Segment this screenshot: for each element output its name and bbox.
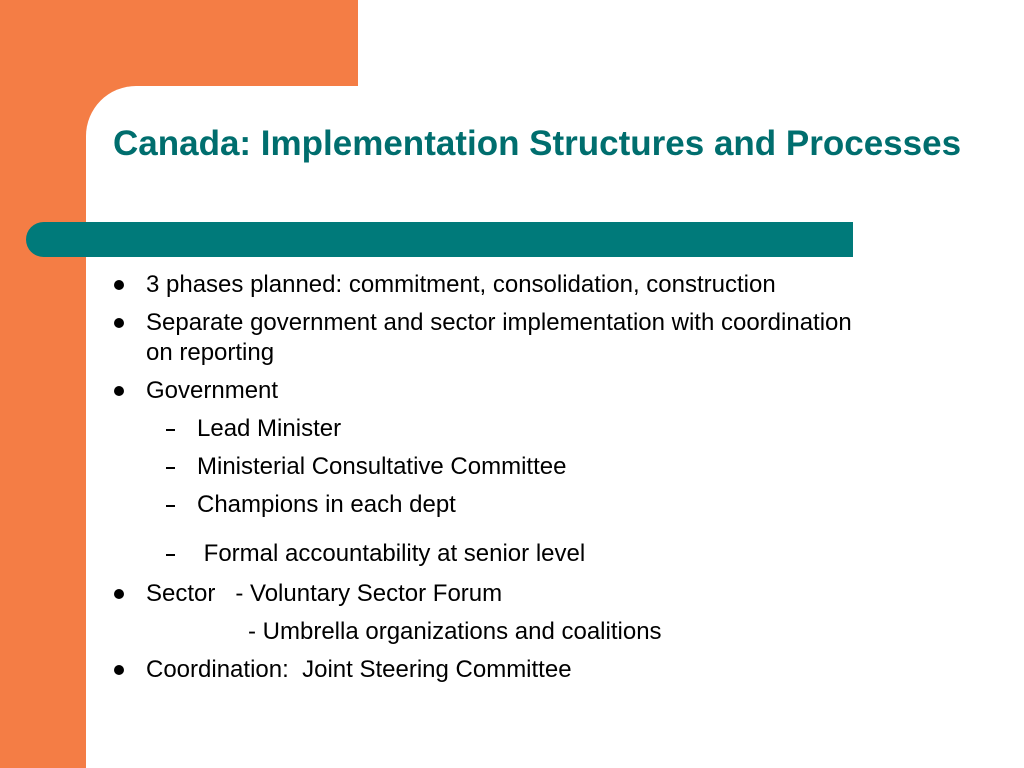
sub-item: Lead Minister — [197, 415, 342, 442]
bullet-icon — [114, 589, 124, 599]
dash-icon — [166, 467, 175, 469]
dash-icon — [166, 505, 175, 507]
slide-title: Canada: Implementation Structures and Processes — [113, 124, 962, 163]
bullet-icon — [114, 665, 124, 675]
bullet-item: 3 phases planned: commitment, consolidation, construction — [146, 271, 776, 298]
bullet-icon — [114, 280, 124, 290]
sub-item: Formal accountability at senior level — [197, 540, 586, 567]
bullet-item-continuation: - Umbrella organizations and coalitions — [248, 618, 662, 645]
bullet-item: Government — [146, 377, 279, 404]
dash-icon — [166, 554, 175, 556]
bullet-icon — [114, 386, 124, 396]
bullet-icon — [114, 318, 124, 328]
sub-item: Ministerial Consultative Committee — [197, 453, 567, 480]
bullet-item: Sector - Voluntary Sector Forum — [146, 580, 503, 607]
sub-item: Champions in each dept — [197, 491, 456, 518]
bullet-item: Coordination: Joint Steering Committee — [146, 656, 572, 683]
bullet-item-continuation: on reporting — [146, 339, 275, 366]
bullet-item: Separate government and sector implementation with coordination — [146, 309, 852, 336]
dash-icon — [166, 429, 175, 431]
